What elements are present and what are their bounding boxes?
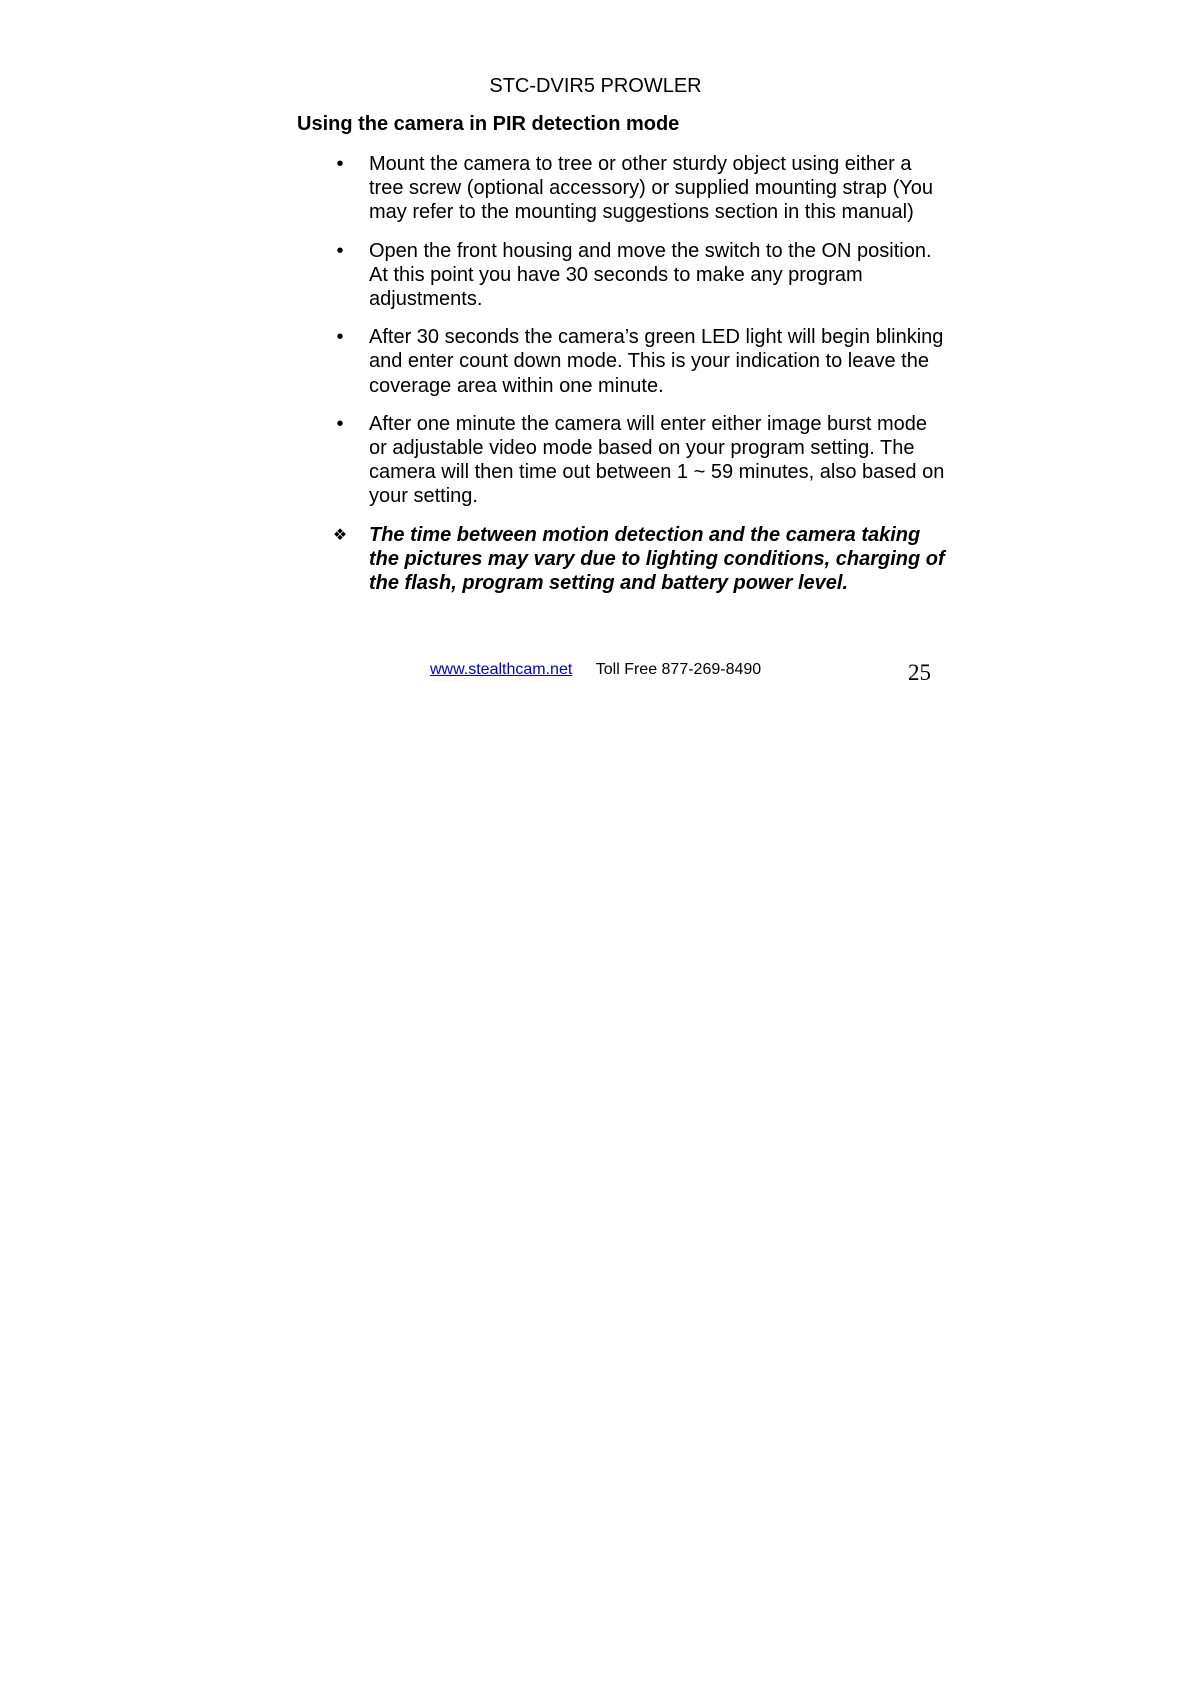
bullet-icon: • [336,412,344,435]
section-heading: Using the camera in PIR detection mode [297,113,680,135]
website-link[interactable]: www.stealthcam.net [430,661,573,678]
list-item [330,239,950,312]
list-item [330,325,950,398]
bullet-icon: • [336,326,344,349]
list-item-text: After one minute the camera will enter either image burst mode or adjustable video mode based on your program setting. The camera will then time out between 1 ~ 59 minutes, also based on your setting. [369,412,945,508]
document-header: STC-DVIR5 PROWLER [489,75,702,97]
note-text: The time between motion detection and the camera taking the pictures may vary due to lighting conditions, charging of the flash, program setting and battery power level. [369,523,945,595]
page-footer [430,660,761,680]
note-item [330,523,950,596]
bullet-icon: • [336,239,344,262]
list-item-text: After 30 seconds the camera’s green LED light will begin blinking and enter count down mode. This is your indication to leave the coverage area within one minute. [369,326,944,397]
toll-free-phone: Toll Free 877-269-8490 [595,661,762,678]
list-item-text: Open the front housing and move the switch to the ON position. At this point you have 30 seconds to make any program adjustments. [369,239,932,311]
instruction-list [330,152,950,609]
list-item-text: Mount the camera to tree or other sturdy object using either a tree screw (optional accessory) or supplied mounting strap (You may refer to the mounting suggestions section in this manual) [369,153,933,224]
diamond-bullet-icon: ❖ [332,524,348,544]
page-number: 25 [908,660,931,685]
list-item [330,152,950,225]
bullet-icon: • [336,153,344,175]
list-item [330,412,950,509]
